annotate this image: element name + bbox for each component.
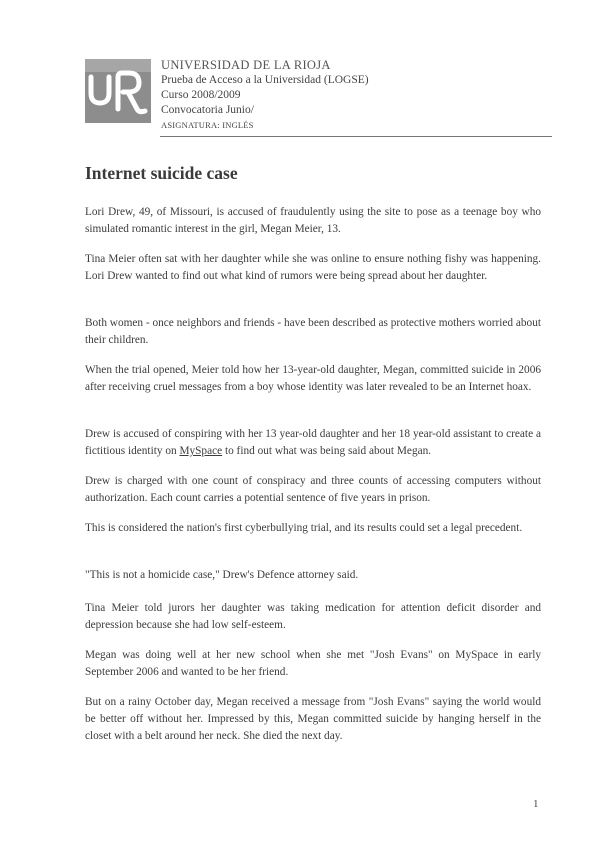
paragraph-2: Tina Meier often sat with her daughter while she was online to ensure nothing fishy was happening. Lori Drew wanted to find out what kind of rumors were being spread about her daughter. bbox=[85, 253, 541, 282]
exam-session: Convocatoria Junio/ bbox=[161, 104, 254, 116]
paragraph-5-text-end: to find out what was being said about Megan. bbox=[222, 445, 432, 457]
paragraph-3: Both women - once neighbors and friends - have been described as protective mothers worried about their children. bbox=[85, 317, 541, 346]
header-divider bbox=[160, 136, 552, 137]
paragraph-11: But on a rainy October day, Megan received a message from "Josh Evans" saying the world would be better off without her. Impressed by this, Megan committed suicide by hanging herself in the closet with a belt around her neck. She died the next day. bbox=[85, 696, 541, 742]
course-year: Curso 2008/2009 bbox=[161, 89, 241, 101]
subject-label: ASIGNATURA: INGLÉS bbox=[161, 120, 254, 130]
paragraph-5 bbox=[85, 426, 541, 460]
paragraph-7: This is considered the nation's first cyberbullying trial, and its results could set a legal precedent. bbox=[85, 522, 523, 534]
paragraph-8: "This is not a homicide case," Drew's Defence attorney said. bbox=[85, 569, 359, 581]
paragraph-6: Drew is charged with one count of conspiracy and three counts of accessing computers without authorization. Each count carries a potential sentence of five years in prison. bbox=[85, 475, 541, 504]
ur-logo-icon bbox=[85, 59, 151, 123]
paragraph-4: When the trial opened, Meier told how her 13-year-old daughter, Megan, committed suicide in 2006 after receiving cruel messages from a boy whose identity was later revealed to be an Internet hoax. bbox=[85, 364, 541, 393]
university-name: UNIVERSIDAD DE LA RIOJA bbox=[161, 58, 331, 72]
page-title: Internet suicide case bbox=[85, 163, 238, 183]
paragraph-10: Megan was doing well at her new school when she met "Josh Evans" on MySpace in early September 2006 and wanted to be her friend. bbox=[85, 649, 541, 678]
paragraph-1: Lori Drew, 49, of Missouri, is accused of fraudulently using the site to pose as a teenage boy who simulated romantic interest in the girl, Megan Meier, 13. bbox=[85, 206, 541, 235]
university-logo bbox=[85, 59, 151, 123]
myspace-link[interactable]: MySpace bbox=[179, 445, 223, 457]
paragraph-9: Tina Meier told jurors her daughter was taking medication for attention deficit disorder and depression because she had low self-esteem. bbox=[85, 602, 541, 631]
header bbox=[161, 58, 369, 133]
exam-name: Prueba de Acceso a la Universidad (LOGSE) bbox=[161, 74, 369, 86]
paragraph-5-text-start: Drew is accused of conspiring with her 13 year-old daughter and her 18 year-old assistant to create a fictitious identity on bbox=[85, 428, 541, 457]
page-number: 1 bbox=[533, 798, 539, 810]
